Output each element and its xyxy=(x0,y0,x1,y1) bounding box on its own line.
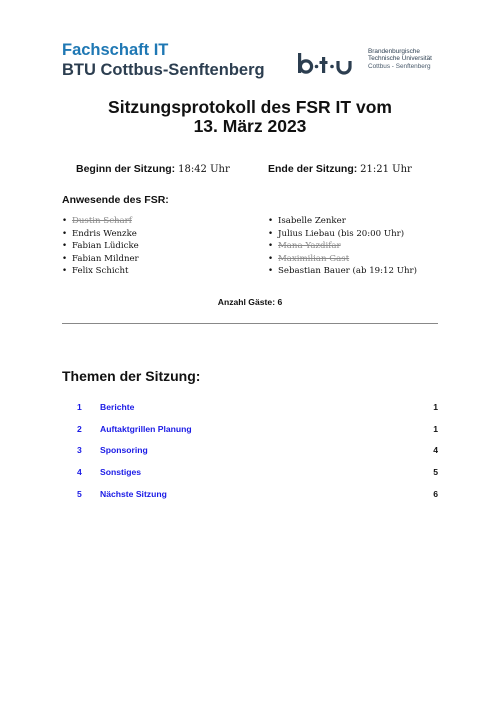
toc-entry[interactable] xyxy=(77,424,438,438)
toc-link[interactable]: Sponsoring xyxy=(100,445,148,456)
toc-number: 3 xyxy=(77,445,82,456)
toc-link[interactable]: Sonstiges xyxy=(100,467,142,478)
attendee-name: Fabian Lüdicke xyxy=(72,241,139,252)
toc-number: 4 xyxy=(77,467,82,478)
toc-page: 1 xyxy=(433,402,438,412)
toc-link[interactable]: Berichte xyxy=(100,402,135,412)
toc-link[interactable]: Auftaktgrillen Planung xyxy=(100,423,192,434)
attendees-list-left xyxy=(62,215,139,278)
attendee-name: Sebastian Bauer (ab 19:12 Uhr) xyxy=(278,266,417,277)
uni-line-2: Technische Universität xyxy=(368,55,432,63)
toc-entry[interactable] xyxy=(77,445,438,459)
toc-number: 5 xyxy=(77,488,82,499)
attendee-name: Isabelle Zenker xyxy=(278,216,346,226)
meeting-start-value: 18:42 Uhr xyxy=(178,164,230,175)
meeting-start xyxy=(76,163,230,175)
uni-line-3: Cottbus - Senftenberg xyxy=(368,62,431,70)
toc-page: 4 xyxy=(433,445,438,456)
attendee-name: Mana Yazdifar xyxy=(278,241,341,252)
attendee-name: Maximilian Gast xyxy=(278,253,350,264)
attendee-name: Endris Wenzke xyxy=(72,228,137,239)
attendees-list-right xyxy=(268,215,417,278)
document-title xyxy=(0,98,500,136)
toc-number: 1 xyxy=(77,402,82,412)
attendee-item xyxy=(268,253,417,266)
toc-page: 1 xyxy=(433,423,438,434)
attendee-item xyxy=(268,240,417,253)
meeting-end-value: 21:21 Uhr xyxy=(360,164,412,175)
attendee-item xyxy=(62,215,139,228)
toc-entry[interactable] xyxy=(77,467,438,481)
attendee-item xyxy=(268,228,417,241)
attendee-item xyxy=(62,240,139,253)
org-name: Fachschaft IT xyxy=(62,41,169,59)
org-university: BTU Cottbus-Senftenberg xyxy=(62,61,265,79)
attendee-name: Felix Schicht xyxy=(72,266,129,277)
title-line-2: 13. März 2023 xyxy=(193,116,307,136)
university-name xyxy=(368,48,432,70)
attendee-item xyxy=(62,228,139,241)
toc-page: 6 xyxy=(433,488,438,499)
attendee-item xyxy=(268,215,417,228)
attendees-heading: Anwesende des FSR: xyxy=(62,194,169,206)
meeting-start-label: Beginn der Sitzung: xyxy=(76,163,176,175)
attendee-name: Fabian Mildner xyxy=(72,253,139,264)
divider xyxy=(62,323,438,324)
attendee-name: Julius Liebau (bis 20:00 Uhr) xyxy=(278,228,405,239)
guest-count: Anzahl Gäste: 6 xyxy=(217,297,283,307)
toc-page: 5 xyxy=(433,467,438,478)
toc-link[interactable]: Nächste Sitzung xyxy=(100,488,167,499)
title-line-1: Sitzungsprotokoll des FSR IT vom xyxy=(108,97,392,117)
attendee-item xyxy=(268,265,417,278)
topics-heading: Themen der Sitzung: xyxy=(62,368,201,384)
attendee-item xyxy=(62,265,139,278)
toc-entry[interactable] xyxy=(77,489,438,503)
attendee-name: Dustin Scharf xyxy=(72,216,132,226)
btu-logo xyxy=(297,50,357,78)
attendee-item xyxy=(62,253,139,266)
uni-line-1: Brandenburgische xyxy=(368,48,420,55)
meeting-end xyxy=(268,163,412,175)
toc-entry[interactable] xyxy=(77,402,438,416)
toc-number: 2 xyxy=(77,423,82,434)
meeting-end-label: Ende der Sitzung: xyxy=(268,163,358,175)
